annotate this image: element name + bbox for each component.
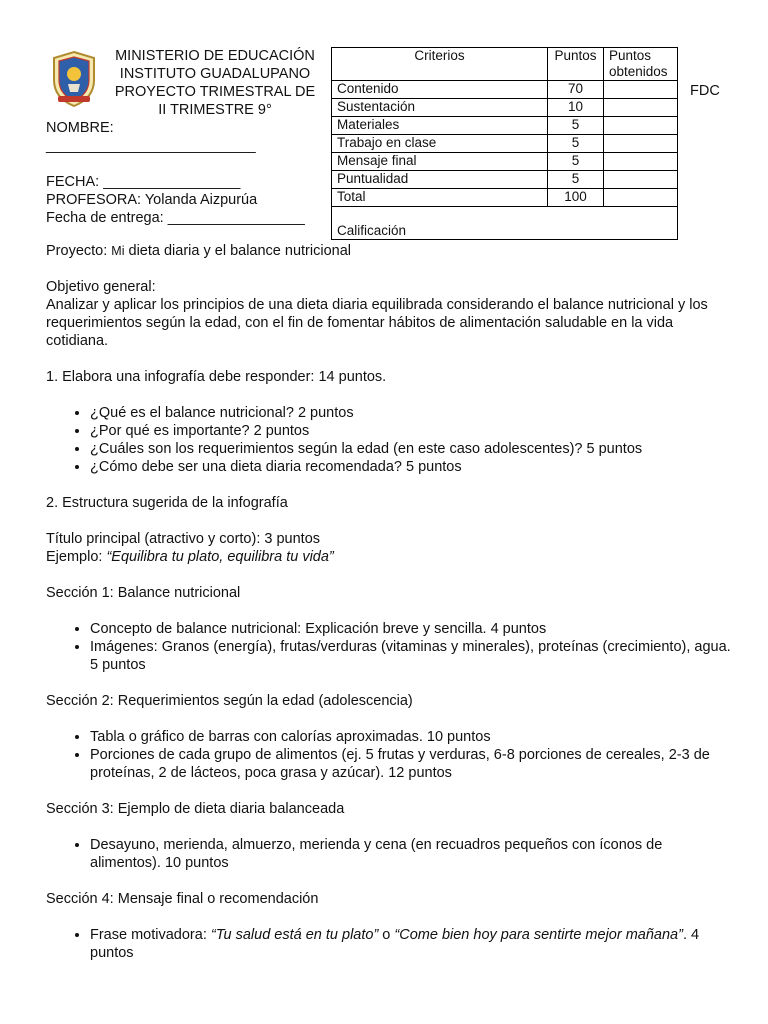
table-header-row [332,48,678,81]
obtenidos-cell[interactable] [604,99,678,117]
fdc-label: FDC [690,83,720,99]
list-item: • Desayuno, merienda, almuerzo, merienda y cena (en recuadros pequeños con íconos de alimentos). 10 puntos [90,836,736,872]
table-row [332,135,678,153]
criterio-cell: Puntualidad [332,171,548,189]
criterio-cell: Contenido [332,81,548,99]
obtenidos-cell[interactable] [604,189,678,207]
header-trimester: II TRIMESTRE 9° [158,102,272,118]
list-item: • ¿Cómo debe ser una dieta diaria recomendada? 5 puntos [90,458,736,476]
frase-end: . 4 puntos [90,927,700,961]
nombre-line[interactable]: __________________________ [46,138,256,154]
sec1-title: Sección 1: Balance nutricional [46,585,241,601]
puntos-cell: 5 [548,171,604,189]
criterio-cell: Total [332,189,548,207]
obtenidos-cell[interactable] [604,135,678,153]
frase-quote-2: “Come bien hoy para sentirte mejor mañana” [394,927,683,943]
ejemplo-line [46,548,736,566]
criterio-cell: Mensaje final [332,153,548,171]
sec3-title: Sección 3: Ejemplo de dieta diaria balanceada [46,801,345,817]
puntos-cell: 70 [548,81,604,99]
puntos-cell: 100 [548,189,604,207]
calificacion-row [332,207,678,240]
obtenidos-cell[interactable] [604,81,678,99]
list-item: • Tabla o gráfico de barras con calorías aproximadas. 10 puntos [90,728,736,746]
list-item: • ¿Cuáles son los requerimientos según la edad (en este caso adolescentes)? 5 puntos [90,440,736,458]
objetivo-label: Objetivo general: [46,279,156,295]
table-row [332,81,678,99]
sec4-title: Sección 4: Mensaje final o recomendación [46,891,319,907]
header-institute: INSTITUTO GUADALUPANO [119,66,311,82]
frase-label: Frase motivadora: [90,927,211,943]
puntos-cell: 5 [548,117,604,135]
ejemplo-label: Ejemplo: [46,549,107,565]
project-title-text: dieta diaria y el balance nutricional [128,243,351,259]
header-puntos: Puntos [548,48,604,81]
obtenidos-cell[interactable] [604,117,678,135]
list-item: • ¿Por qué es importante? 2 puntos [90,422,736,440]
table-row [332,99,678,117]
school-crest-logo [50,50,98,108]
table-row-total [332,189,678,207]
project-title [46,242,736,260]
list-item [90,926,736,962]
table-row [332,117,678,135]
sec2-list [46,728,736,782]
project-mi: Mi [111,244,125,258]
titulo-line: Título principal (atractivo y corto): 3 puntos [46,531,321,547]
section1-list [46,404,736,476]
calificacion-cell[interactable]: Calificación [332,207,678,240]
list-item: • Concepto de balance nutricional: Explicación breve y sencilla. 4 puntos [90,620,736,638]
ejemplo-quote: “Equilibra tu plato, equilibra tu vida” [106,549,334,565]
profesora-field: PROFESORA: Yolanda Aizpurúa [46,192,258,208]
frase-connector: o [378,927,395,943]
objetivo-text: Analizar y aplicar los principios de una dieta diaria equilibrada considerando el balance nutricional y los requerimientos según la edad, con el fin de fomentar hábitos de alimentación saludable en la vida cotidiana. [46,297,708,349]
fecha-field[interactable]: FECHA: _________________ [46,174,241,190]
obtenidos-cell[interactable] [604,153,678,171]
puntos-cell: 10 [548,99,604,117]
list-item: • Porciones de cada grupo de alimentos (ej. 5 frutas y verduras, 6-8 porciones de cereales, 2-3 de proteínas, 2 de lácteos, poca grasa y azúcar). 12 puntos [90,746,736,782]
puntos-cell: 5 [548,153,604,171]
criterio-cell: Trabajo en clase [332,135,548,153]
section1-title: 1. Elabora una infografía debe responder: 14 puntos. [46,369,387,385]
list-item: • ¿Qué es el balance nutricional? 2 puntos [90,404,736,422]
sec1-list [46,620,736,674]
nombre-label: NOMBRE: [46,120,114,136]
project-label: Proyecto: [46,243,108,259]
criterio-cell: Materiales [332,117,548,135]
document-body [46,242,736,980]
criterio-cell: Sustentación [332,99,548,117]
table-row [332,171,678,189]
sec2-title: Sección 2: Requerimientos según la edad (adolescencia) [46,693,413,709]
sec3-list [46,836,736,872]
obtenidos-cell[interactable] [604,171,678,189]
institution-header [102,47,328,119]
header-puntos-obtenidos: Puntos obtenidos [604,48,678,81]
grading-table [331,47,678,240]
student-fields [46,119,336,227]
puntos-cell: 5 [548,135,604,153]
list-item: • Imágenes: Granos (energía), frutas/verduras (vitaminas y minerales), proteínas (crecimiento), agua. 5 puntos [90,638,736,674]
header-criterios: Criterios [332,48,548,81]
header-project: PROYECTO TRIMESTRAL DE [114,84,316,100]
header-ministry: MINISTERIO DE EDUCACIÓN [115,48,315,64]
entrega-field[interactable]: Fecha de entrega: _________________ [46,210,305,226]
table-row [332,153,678,171]
sec4-list [46,926,736,962]
section2-title: 2. Estructura sugerida de la infografía [46,495,288,511]
frase-quote-1: “Tu salud está en tu plato” [210,927,379,943]
